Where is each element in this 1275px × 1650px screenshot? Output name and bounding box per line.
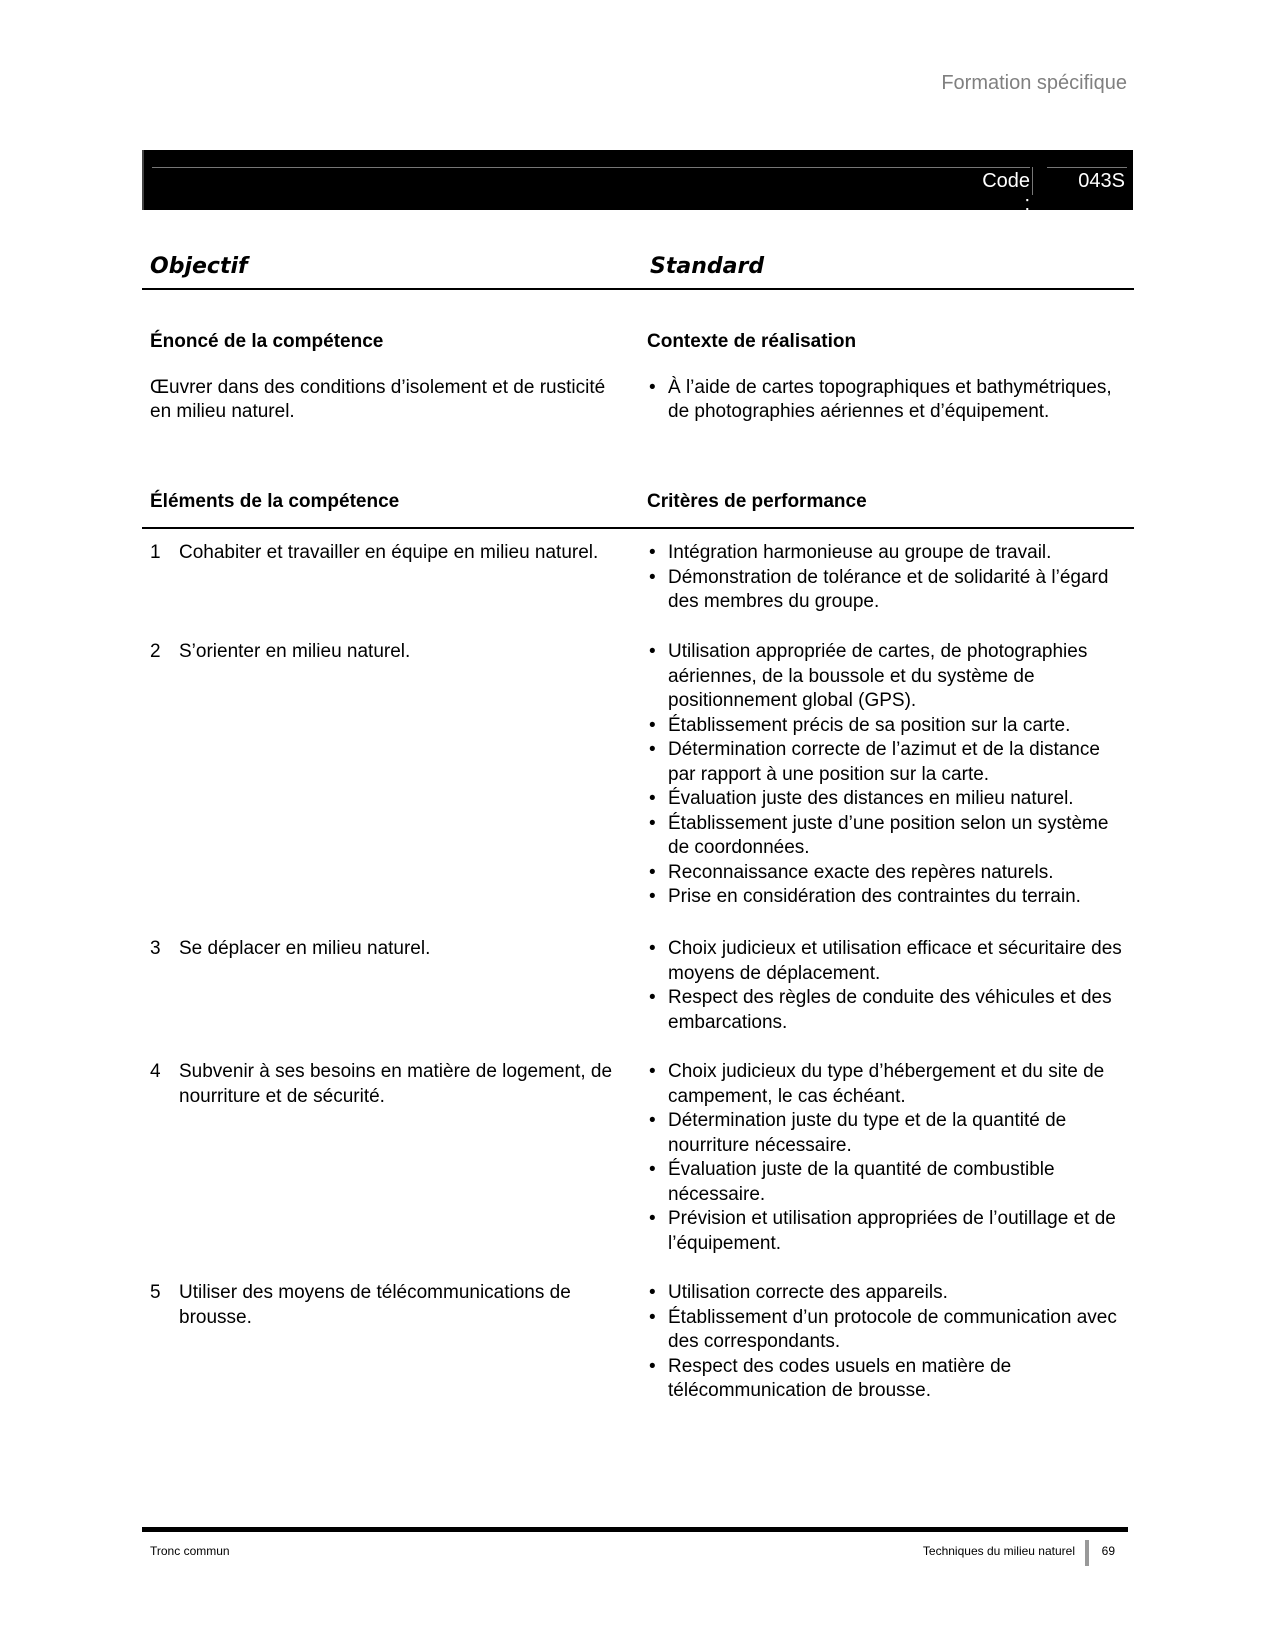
statement-heading: Énoncé de la compétence	[150, 331, 384, 352]
criteria-item: • Établissement précis de sa position sur la carte.	[647, 714, 1127, 739]
element-number: 1	[150, 542, 161, 563]
context-item: • À l’aide de cartes topographiques et bathymétriques, de photographies aériennes et d’équipement.	[647, 376, 1127, 425]
criteria-list	[647, 541, 1127, 615]
criteria-item: • Démonstration de tolérance et de solidarité à l’égard des membres du groupe.	[647, 566, 1127, 615]
criteria-item: • Reconnaissance exacte des repères naturels.	[647, 861, 1127, 886]
criteria-item: • Choix judicieux du type d’hébergement et du site de campement, le cas échéant.	[647, 1060, 1127, 1109]
code-value: 043S	[1078, 170, 1125, 192]
objectif-heading: Objectif	[150, 254, 248, 279]
element-number: 4	[150, 1061, 161, 1082]
running-header: Formation spécifique	[941, 72, 1127, 94]
criteria-item: • Utilisation appropriée de cartes, de photographies aériennes, de la boussole et du système de positionnement global (GPS).	[647, 640, 1127, 714]
statement-text: Œuvrer dans des conditions d’isolement et de rusticité en milieu naturel.	[150, 376, 606, 422]
criteria-item: • Choix judicieux et utilisation efficace et sécuritaire des moyens de déplacement.	[647, 937, 1127, 986]
criteria-heading: Critères de performance	[647, 491, 867, 512]
criteria-item: • Utilisation correcte des appareils.	[647, 1281, 1127, 1306]
criteria-list	[647, 640, 1127, 910]
criteria-item: • Intégration harmonieuse au groupe de travail.	[647, 541, 1127, 566]
element-text: S’orienter en milieu naturel.	[179, 641, 411, 662]
criteria-item: • Détermination juste du type et de la quantité de nourriture nécessaire.	[647, 1109, 1127, 1158]
code-bar	[142, 150, 1133, 215]
criteria-item: • Évaluation juste de la quantité de combustible nécessaire.	[647, 1158, 1127, 1207]
element-text: Utiliser des moyens de télécommunications de brousse.	[179, 1282, 571, 1328]
criteria-item: • Établissement juste d’une position selon un système de coordonnées.	[647, 812, 1127, 861]
footer-separator	[1085, 1540, 1089, 1566]
criteria-item: • Détermination correcte de l’azimut et de la distance par rapport à une position sur la carte.	[647, 738, 1127, 787]
criteria-item: • Respect des codes usuels en matière de télécommunication de brousse.	[647, 1355, 1127, 1404]
criteria-item: • Prévision et utilisation appropriées de l’outillage et de l’équipement.	[647, 1207, 1127, 1256]
context-block	[647, 330, 1127, 425]
elements-heading: Éléments de la compétence	[150, 491, 400, 512]
code-value-rule	[1047, 167, 1127, 168]
footer-program-title: Techniques du milieu naturel	[922, 1544, 1075, 1558]
element-text: Subvenir à ses besoins en matière de logement, de nourriture et de sécurité.	[179, 1061, 613, 1107]
criteria-item: • Respect des règles de conduite des véhicules et des embarcations.	[647, 986, 1127, 1035]
code-divider	[1032, 167, 1033, 195]
criteria-item: • Établissement d’un protocole de communication avec des correspondants.	[647, 1306, 1127, 1355]
elements-header	[142, 490, 1134, 529]
criteria-item: • Évaluation juste des distances en milieu naturel.	[647, 787, 1127, 812]
code-bar-rule	[152, 167, 1030, 168]
criteria-list	[647, 1281, 1127, 1404]
column-headings	[142, 250, 1134, 290]
code-label: Code :	[982, 170, 1030, 215]
standard-heading: Standard	[650, 254, 765, 279]
context-heading: Contexte de réalisation	[647, 331, 857, 352]
footer-left-text: Tronc commun	[150, 1544, 230, 1558]
criteria-list	[647, 1060, 1127, 1256]
element-number: 5	[150, 1282, 161, 1303]
element-text: Se déplacer en milieu naturel.	[179, 938, 431, 959]
element-number: 2	[150, 641, 161, 662]
context-list	[647, 376, 1127, 425]
page-number: 69	[1101, 1544, 1115, 1558]
criteria-item: • Prise en considération des contraintes du terrain.	[647, 885, 1127, 910]
element-text: Cohabiter et travailler en équipe en milieu naturel.	[179, 542, 599, 563]
statement-block	[150, 330, 630, 425]
footer-rule	[142, 1527, 1128, 1532]
criteria-list	[647, 937, 1127, 1035]
element-number: 3	[150, 938, 161, 959]
